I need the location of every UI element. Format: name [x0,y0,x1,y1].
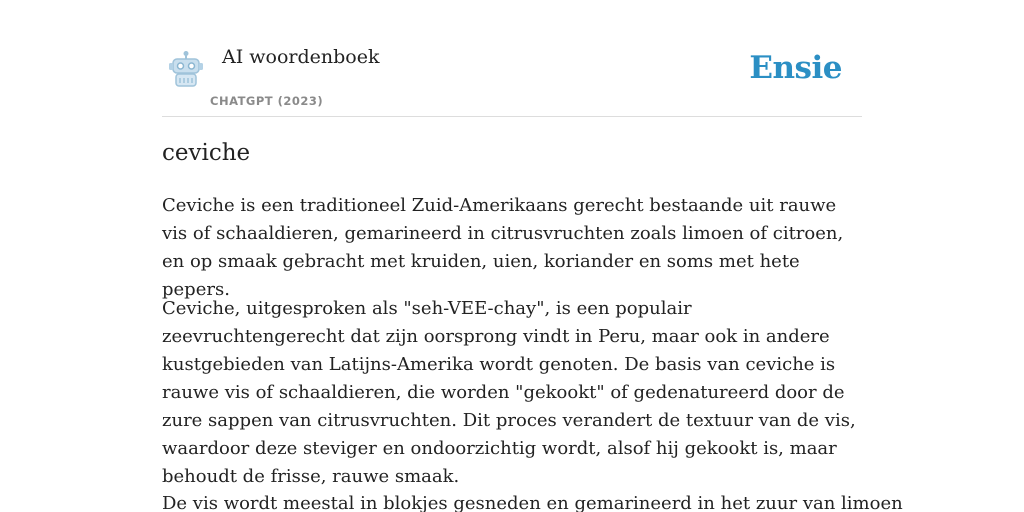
robot-icon [166,50,206,90]
entry-page [162,0,903,512]
description-paragraph: Ceviche, uitgesproken als "seh-VEE-chay", is een populair zeevruchtengerecht dat zijn oorsprong vindt in Peru, maar ook in andere kustgebieden van Latijns-Amerika wordt genoten. De basis van ceviche is rauwe vis of schaaldieren, die worden "gekookt" of gedenatureerd door de zure sappen van citrusvruchten. Dit proces verandert de textuur van de vis, waardoor deze steviger en ondoorzichtig wordt, alsof hij gekookt is, maar behoudt de frisse, rauwe smaak. [162,298,856,487]
brand-logo[interactable]: Ensie [749,50,842,86]
source-meta: CHATGPT (2023) [210,94,324,108]
definition-paragraph: Ceviche is een traditioneel Zuid-Amerikaans gerecht bestaande uit rauwe vis of schaaldieren, gemarineerd in citrusvruchten zoals limoen of citroen, en op smaak gebracht met kruiden, uien, koriander en soms met hete pepers. [162,195,844,300]
description-paragraph-continued: De vis wordt meestal in blokjes gesneden en gemarineerd in het zuur van limoen [162,493,903,512]
source-name[interactable]: AI woordenboek [222,46,380,68]
entry-term: ceviche [162,140,251,166]
entry-header [162,0,862,117]
